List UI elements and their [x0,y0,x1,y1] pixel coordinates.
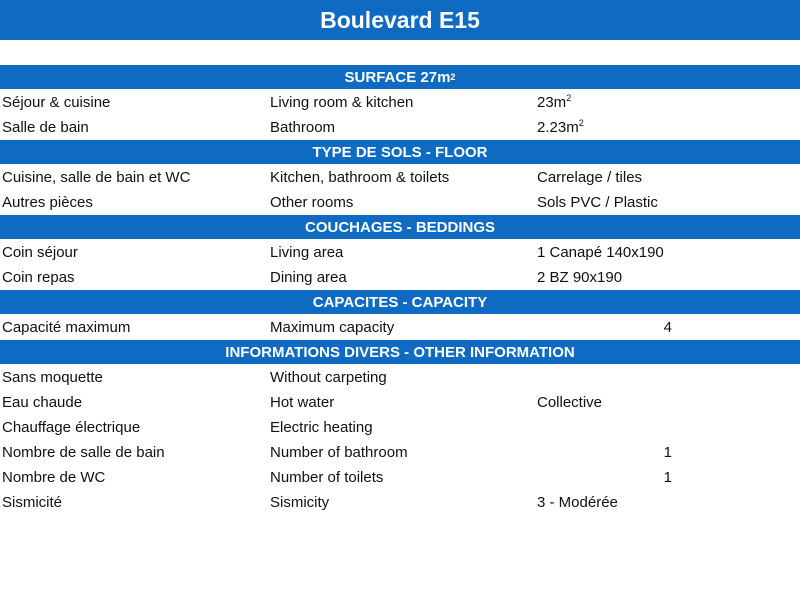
french-label: Chauffage électrique [2,419,141,436]
table-row [0,90,800,115]
french-label: Nombre de WC [2,469,106,486]
row-value: 1 Canapé 140x190 [537,244,664,261]
english-label: Number of bathroom [270,444,408,461]
table-row [0,440,800,465]
english-label: Living area [270,244,344,261]
row-value: 2 BZ 90x190 [537,269,623,286]
english-label: Number of toilets [270,469,384,486]
table-row [0,365,800,390]
french-label: Nombre de salle de bain [2,444,165,461]
section-header: INFORMATIONS DIVERS - OTHER INFORMATION [0,340,800,365]
table-row [0,115,800,140]
table-row [0,315,800,340]
section-header: COUCHAGES - BEDDINGS [0,215,800,240]
french-label: Autres pièces [2,194,93,211]
english-label: Kitchen, bathroom & toilets [270,169,450,186]
french-label: Capacité maximum [2,319,131,336]
french-label: Sismicité [2,494,63,511]
table-row [0,190,800,215]
row-value: 4 [663,319,672,336]
english-label: Hot water [270,394,335,411]
row-value: Collective [537,394,603,411]
table-row [0,390,800,415]
french-label: Coin séjour [2,244,78,261]
row-value: Sols PVC / Plastic [537,194,658,211]
english-label: Electric heating [270,419,373,436]
row-value: Carrelage / tiles [537,169,643,186]
english-label: Sismicity [270,494,330,511]
table-row [0,415,800,440]
table-row [0,240,800,265]
row-value: 1 [663,444,672,461]
french-label: Séjour & cuisine [2,94,111,111]
french-label: Cuisine, salle de bain et WC [2,169,191,186]
english-label: Dining area [270,269,347,286]
english-label: Without carpeting [270,369,387,386]
section-header: SURFACE 27m 2 [0,65,800,90]
section-header: CAPACITES - CAPACITY [0,290,800,315]
english-label: Bathroom [270,119,336,136]
page-title: Boulevard E15 [0,0,800,40]
french-label: Sans moquette [2,369,103,386]
table-row [0,265,800,290]
french-label: Coin repas [2,269,75,286]
french-label: Eau chaude [2,394,83,411]
row-value: 3 - Modérée [537,494,618,511]
english-label: Other rooms [270,194,354,211]
table-row [0,165,800,190]
row-value: $23m^2$ [537,94,572,111]
info-table [0,65,800,515]
english-label: Living room & kitchen [270,94,414,111]
table-row [0,490,800,515]
section-header: TYPE DE SOLS - FLOOR [0,140,800,165]
french-label: Salle de bain [2,119,89,136]
english-label: Maximum capacity [270,319,395,336]
table-row [0,465,800,490]
row-value: 1 [663,469,672,486]
row-value: $2.23m^2$ [537,119,584,136]
